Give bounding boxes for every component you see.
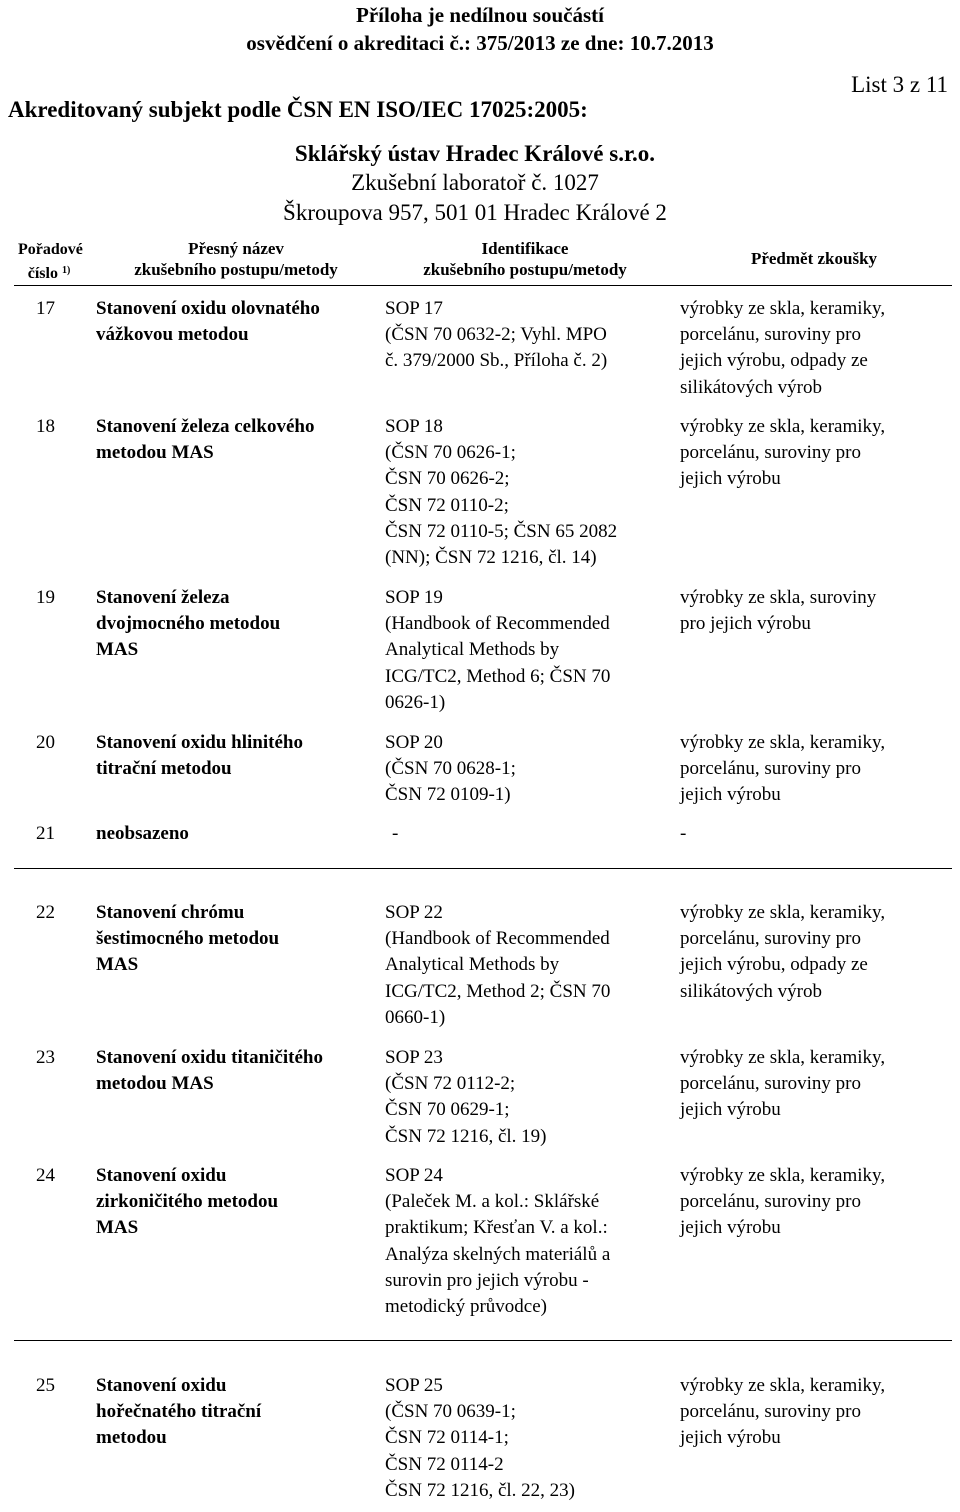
row-18-ident-line: (ČSN 70 0626-1; [385, 442, 516, 464]
accredited-subject-title: Akreditovaný subjekt podle ČSN EN ISO/IEC 17025:2005: [8, 97, 588, 122]
row-19-ident-line: Analytical Methods by [385, 639, 560, 661]
row-23-ident-line: ČSN 70 0629-1; [385, 1099, 510, 1121]
attachment-note: Příloha je nedílnou součástí [356, 3, 604, 27]
row-25-name-line: hořečnatého titrační [96, 1401, 262, 1423]
section-divider [14, 868, 952, 869]
row-24-name-line: MAS [96, 1217, 139, 1239]
row-22-subject-line: porcelánu, suroviny pro [680, 928, 861, 950]
row-19-name-line: dvojmocného metodou [96, 613, 281, 635]
column-header-number-line2: číslo [27, 265, 58, 282]
row-23-ident-line: SOP 23 [385, 1047, 443, 1068]
row-25-subject [680, 1373, 885, 1452]
row-17-subject-line: silikátových výrob [680, 376, 822, 398]
column-header-identification [385, 238, 665, 280]
row-25-name-line: metodou [96, 1427, 167, 1449]
row-20-name-line: Stanovení oxidu hlinitého [96, 732, 303, 753]
row-21-subject: - [680, 823, 687, 844]
row-24-ident-line: (Paleček M. a kol.: Sklářské [385, 1191, 600, 1213]
row-22-ident-line: 0660-1) [385, 1006, 446, 1028]
row-20-ident-line: SOP 20 [385, 732, 443, 753]
row-23-identification [385, 1045, 547, 1150]
row-21-name: neobsazeno [96, 823, 189, 844]
row-17-name-line: vážkovou metodou [96, 324, 249, 346]
row-25-ident-line: ČSN 72 1216, čl. 22, 23) [385, 1479, 575, 1501]
row-17-subject-line: výrobky ze skla, keramiky, [680, 298, 886, 319]
row-17-name-line: Stanovení oxidu olovnatého [96, 298, 320, 319]
row-25-subject-line: výrobky ze skla, keramiky, [680, 1375, 886, 1396]
row-18-name-line: Stanovení železa celkového [96, 416, 315, 437]
row-23-name-line: Stanovení oxidu titaničitého [96, 1047, 323, 1068]
row-22-name [96, 900, 279, 979]
row-17-name [96, 296, 320, 348]
row-18-ident-line: SOP 18 [385, 416, 443, 437]
row-17-subject [680, 296, 885, 401]
row-21-number: 21 [36, 823, 55, 844]
row-22-subject-line: jejich výrobu, odpady ze [680, 954, 868, 976]
row-18-name [96, 414, 314, 466]
row-25-ident-line: SOP 25 [385, 1375, 443, 1396]
row-23-subject-line: výrobky ze skla, keramiky, [680, 1047, 886, 1068]
row-18-name-line: metodou MAS [96, 442, 214, 464]
row-22-ident-line: (Handbook of Recommended [385, 928, 610, 950]
row-25-name [96, 1373, 261, 1452]
row-18-ident-line: ČSN 72 0110-2; [385, 494, 509, 516]
row-17-number: 17 [36, 298, 55, 319]
row-19-ident-line: (Handbook of Recommended [385, 613, 610, 635]
row-20-identification [385, 730, 516, 809]
row-20-subject-line: porcelánu, suroviny pro [680, 758, 861, 780]
row-18-identification [385, 414, 617, 571]
row-20-subject [680, 730, 885, 809]
row-19-name [96, 585, 280, 664]
row-19-name-line: Stanovení železa [96, 587, 230, 608]
row-20-name-line: titrační metodou [96, 758, 232, 780]
row-22-subject [680, 900, 885, 1005]
row-23-ident-line: ČSN 72 1216, čl. 19) [385, 1125, 547, 1147]
row-19-identification [385, 585, 610, 716]
row-24-name-line: zirkoničitého metodou [96, 1191, 279, 1213]
column-header-number-line1: Pořadové [18, 241, 83, 258]
column-header-number [18, 239, 83, 284]
row-19-ident-line: 0626-1) [385, 691, 446, 713]
row-25-ident-line: ČSN 72 0114-2 [385, 1453, 504, 1475]
row-17-subject-line: porcelánu, suroviny pro [680, 324, 861, 346]
row-20-number: 20 [36, 732, 55, 753]
row-22-subject-line: výrobky ze skla, keramiky, [680, 902, 886, 923]
row-20-subject-line: výrobky ze skla, keramiky, [680, 732, 886, 753]
row-23-name [96, 1045, 323, 1097]
row-23-subject-line: jejich výrobu [680, 1099, 781, 1121]
row-18-subject-line: porcelánu, suroviny pro [680, 442, 861, 464]
row-19-ident-line: ICG/TC2, Method 6; ČSN 70 [385, 665, 611, 687]
row-23-number: 23 [36, 1047, 55, 1068]
row-22-name-line: Stanovení chrómu [96, 902, 245, 923]
page-counter: List 3 z 11 [851, 72, 948, 97]
row-24-ident-line: metodický průvodce) [385, 1296, 547, 1318]
row-20-ident-line: (ČSN 70 0628-1; [385, 758, 516, 780]
row-24-ident-line: SOP 24 [385, 1165, 443, 1186]
row-19-subject [680, 585, 876, 637]
row-23-subject [680, 1045, 885, 1124]
row-18-ident-line: ČSN 72 0110-5; ČSN 65 2082 [385, 520, 618, 542]
row-22-ident-line: Analytical Methods by [385, 954, 560, 976]
row-17-ident-line: SOP 17 [385, 298, 443, 319]
column-header-name [100, 238, 372, 280]
row-22-name-line: šestimocného metodou [96, 928, 280, 950]
row-17-ident-line: (ČSN 70 0632-2; Vyhl. MPO [385, 324, 607, 346]
row-24-ident-line: surovin pro jejich výrobu - [385, 1269, 589, 1291]
row-25-identification [385, 1373, 575, 1504]
row-19-subject-line: výrobky ze skla, suroviny [680, 587, 877, 608]
row-24-number: 24 [36, 1165, 55, 1186]
column-header-identification-line2: zkušebního postupu/metody [423, 260, 627, 279]
organization-name: Sklářský ústav Hradec Králové s.r.o. [294, 141, 656, 166]
row-19-name-line: MAS [96, 639, 139, 661]
column-header-identification-line1: Identifikace [481, 239, 569, 258]
row-18-subject-line: jejich výrobu [680, 468, 781, 490]
row-24-subject-line: jejich výrobu [680, 1217, 781, 1239]
row-18-ident-line: ČSN 70 0626-2; [385, 468, 510, 490]
section-divider [14, 1340, 952, 1341]
row-20-ident-line: ČSN 72 0109-1) [385, 784, 511, 806]
row-23-subject-line: porcelánu, suroviny pro [680, 1073, 861, 1095]
column-header-number-footnote: 1) [61, 265, 71, 276]
row-23-name-line: metodou MAS [96, 1073, 214, 1095]
row-25-ident-line: ČSN 72 0114-1; [385, 1427, 509, 1449]
row-19-subject-line: pro jejich výrobu [680, 613, 811, 635]
header-divider [14, 285, 952, 286]
row-25-ident-line: (ČSN 70 0639-1; [385, 1401, 516, 1423]
accreditation-certificate-line: osvědčení o akreditaci č.: 375/2013 ze dne: 10.7.2013 [246, 31, 714, 55]
row-17-subject-line: jejich výrobu, odpady ze [680, 350, 868, 372]
row-17-ident-line: č. 379/2000 Sb., Příloha č. 2) [385, 350, 608, 372]
column-header-name-line1: Přesný název [188, 239, 284, 258]
row-24-subject-line: porcelánu, suroviny pro [680, 1191, 861, 1213]
row-25-number: 25 [36, 1375, 55, 1396]
row-24-subject [680, 1163, 885, 1242]
column-header-name-line2: zkušebního postupu/metody [134, 260, 338, 279]
row-25-subject-line: jejich výrobu [680, 1427, 781, 1449]
row-25-name-line: Stanovení oxidu [96, 1375, 227, 1396]
column-header-subject: Předmět zkoušky [750, 249, 878, 268]
row-18-ident-line: (NN); ČSN 72 1216, čl. 14) [385, 547, 597, 569]
laboratory-name: Zkušební laboratoř č. 1027 [351, 170, 599, 195]
row-24-ident-line: praktikum; Křesťan V. a kol.: [385, 1217, 608, 1239]
row-22-number: 22 [36, 902, 55, 923]
row-23-ident-line: (ČSN 72 0112-2; [385, 1073, 516, 1095]
row-24-identification [385, 1163, 610, 1320]
row-24-name-line: Stanovení oxidu [96, 1165, 227, 1186]
row-20-subject-line: jejich výrobu [680, 784, 781, 806]
row-20-name [96, 730, 303, 782]
row-18-subject-line: výrobky ze skla, keramiky, [680, 416, 886, 437]
row-22-subject-line: silikátových výrob [680, 980, 822, 1002]
row-22-ident-line: SOP 22 [385, 902, 443, 923]
row-21-identification: - [392, 823, 399, 844]
row-22-ident-line: ICG/TC2, Method 2; ČSN 70 [385, 980, 611, 1002]
row-22-name-line: MAS [96, 954, 139, 976]
row-19-number: 19 [36, 587, 55, 608]
organization-address: Škroupova 957, 501 01 Hradec Králové 2 [283, 200, 667, 225]
row-24-name [96, 1163, 278, 1242]
row-18-number: 18 [36, 416, 55, 437]
row-24-subject-line: výrobky ze skla, keramiky, [680, 1165, 886, 1186]
row-24-ident-line: Analýza skelných materiálů a [385, 1243, 611, 1265]
row-17-identification [385, 296, 607, 375]
row-18-subject [680, 414, 885, 493]
row-22-identification [385, 900, 610, 1031]
row-25-subject-line: porcelánu, suroviny pro [680, 1401, 861, 1423]
row-19-ident-line: SOP 19 [385, 587, 443, 608]
